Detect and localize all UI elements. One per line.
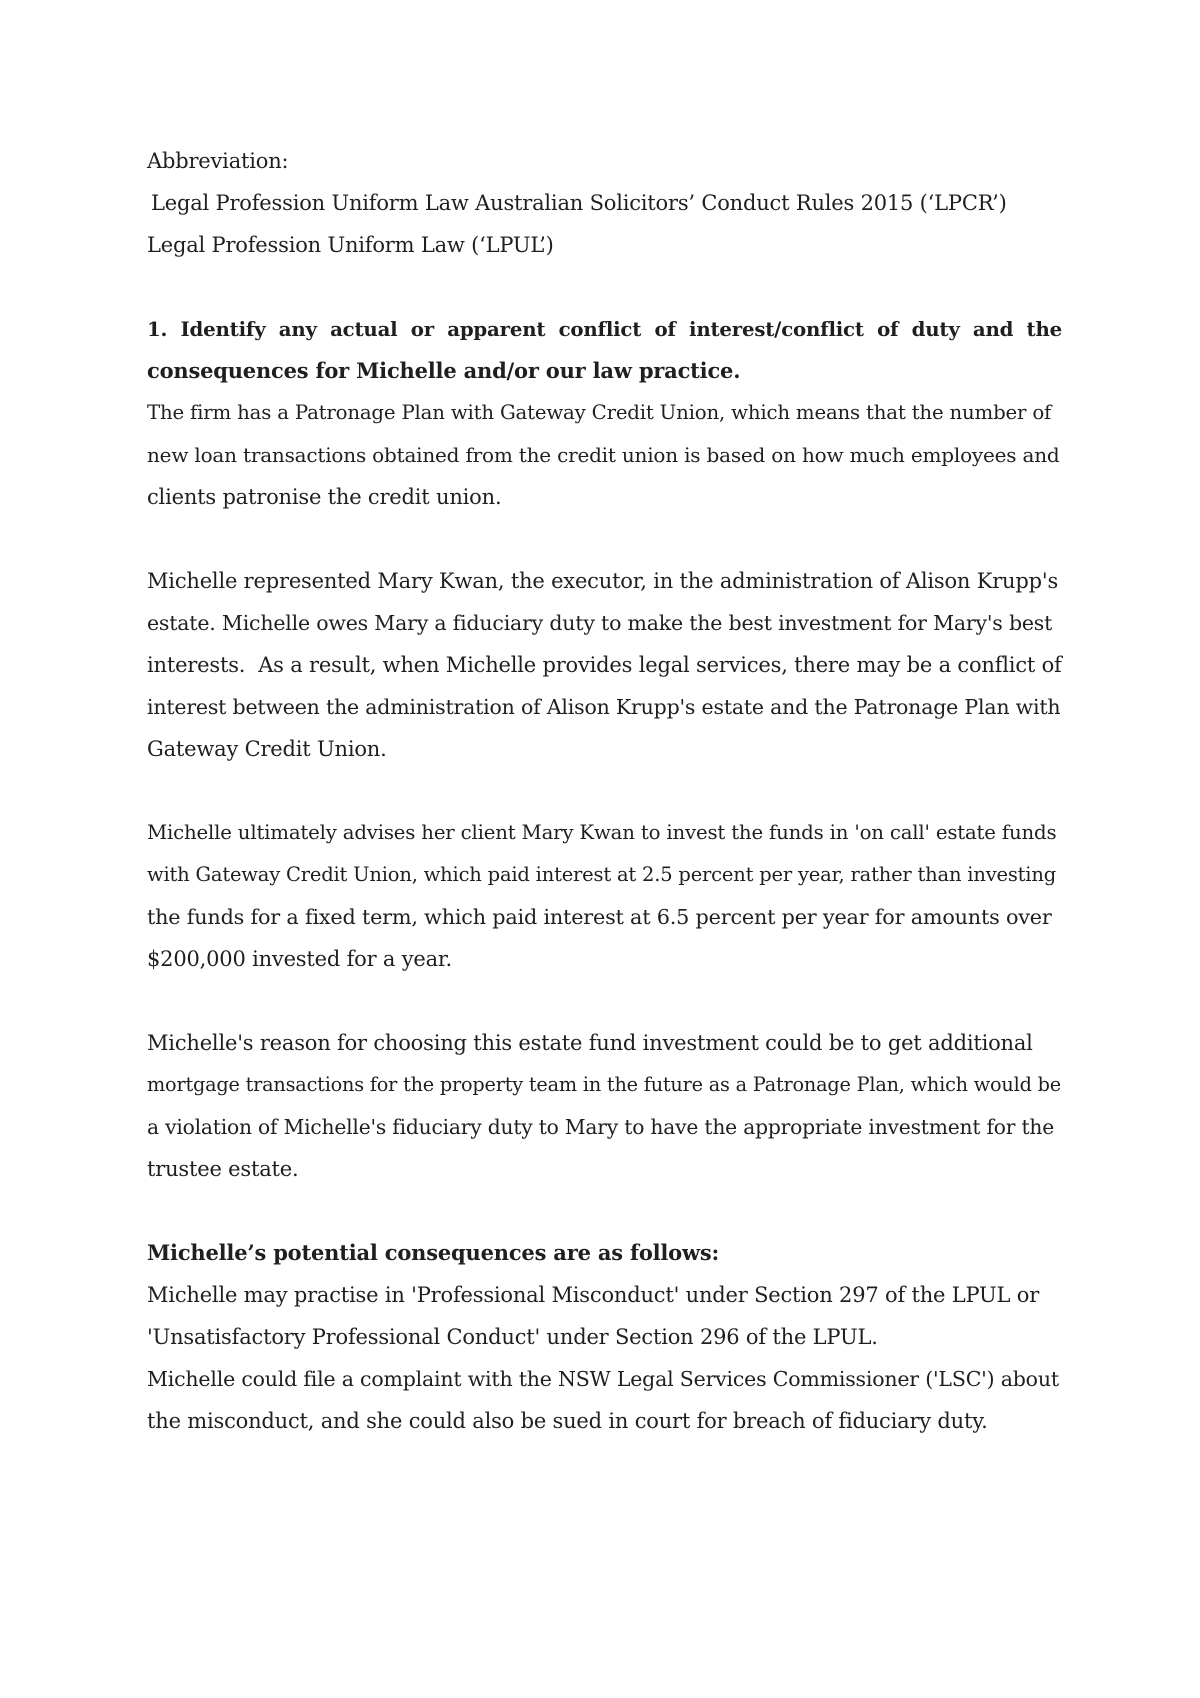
document-page: [147, 140, 1062, 1442]
spacer: [147, 980, 1062, 1022]
paragraph-line: Michelle's reason for choosing this estate fund investment could be to get additional: [147, 1031, 1033, 1055]
paragraph-line: 'Unsatisfactory Professional Conduct' under Section 296 of the LPUL.: [147, 1325, 878, 1349]
paragraph-reason: [147, 1022, 1062, 1190]
paragraph-line: with Gateway Credit Union, which paid interest at 2.5 percent per year, rather than investing: [147, 863, 1056, 886]
paragraph-line: the misconduct, and she could also be sued in court for breach of fiduciary duty.: [147, 1409, 988, 1433]
paragraph-line: Michelle ultimately advises her client Mary Kwan to invest the funds in 'on call' estate funds: [147, 821, 1057, 844]
paragraph-patronage-plan: [147, 392, 1062, 518]
paragraph-line: interest between the administration of Alison Krupp's estate and the Patronage Plan with: [147, 695, 1061, 719]
paragraph-consequences: [147, 1274, 1062, 1442]
paragraph-line: Michelle represented Mary Kwan, the executor, in the administration of Alison Krupp's: [147, 569, 1059, 593]
question-1-heading-line-1: 1. Identify any actual or apparent conflict of interest/conflict of duty and the: [147, 317, 1062, 341]
paragraph-line: new loan transactions obtained from the credit union is based on how much employees and: [147, 443, 1060, 467]
spacer: [147, 770, 1062, 812]
spacer: [147, 518, 1062, 560]
paragraph-line: clients patronise the credit union.: [147, 485, 502, 509]
spacer: [147, 1190, 1062, 1232]
paragraph-fiduciary-duty: [147, 560, 1062, 770]
abbreviation-lpcr: Legal Profession Uniform Law Australian Solicitors’ Conduct Rules 2015 (‘LPCR’): [151, 191, 1007, 215]
paragraph-line: a violation of Michelle's fiduciary duty to Mary to have the appropriate investment for the: [147, 1115, 1055, 1139]
paragraph-line: $200,000 invested for a year.: [147, 947, 452, 971]
paragraph-line: estate. Michelle owes Mary a fiduciary duty to make the best investment for Mary's best: [147, 611, 1053, 635]
question-1-heading: [147, 308, 1062, 392]
paragraph-line: Michelle could file a complaint with the NSW Legal Services Commissioner ('LSC') about: [147, 1367, 1059, 1391]
abbreviation-lpul: Legal Profession Uniform Law (‘LPUL’): [147, 233, 554, 257]
paragraph-line: mortgage transactions for the property team in the future as a Patronage Plan, which would be: [147, 1073, 1061, 1096]
paragraph-line: Gateway Credit Union.: [147, 737, 387, 761]
paragraph-line: The firm has a Patronage Plan with Gateway Credit Union, which means that the number of: [147, 401, 1052, 424]
paragraph-line: Michelle may practise in 'Professional Misconduct' under Section 297 of the LPUL or: [147, 1283, 1040, 1307]
paragraph-investment-advice: [147, 812, 1062, 980]
question-1-heading-line-2: consequences for Michelle and/or our law practice.: [147, 358, 741, 383]
abbreviation-label: Abbreviation:: [147, 149, 289, 173]
consequences-heading: Michelle’s potential consequences are as follows:: [147, 1240, 720, 1265]
paragraph-line: the funds for a fixed term, which paid interest at 6.5 percent per year for amounts over: [147, 905, 1052, 929]
paragraph-line: interests. As a result, when Michelle provides legal services, there may be a conflict of: [147, 653, 1062, 677]
paragraph-line: trustee estate.: [147, 1157, 299, 1181]
spacer: [147, 266, 1062, 308]
